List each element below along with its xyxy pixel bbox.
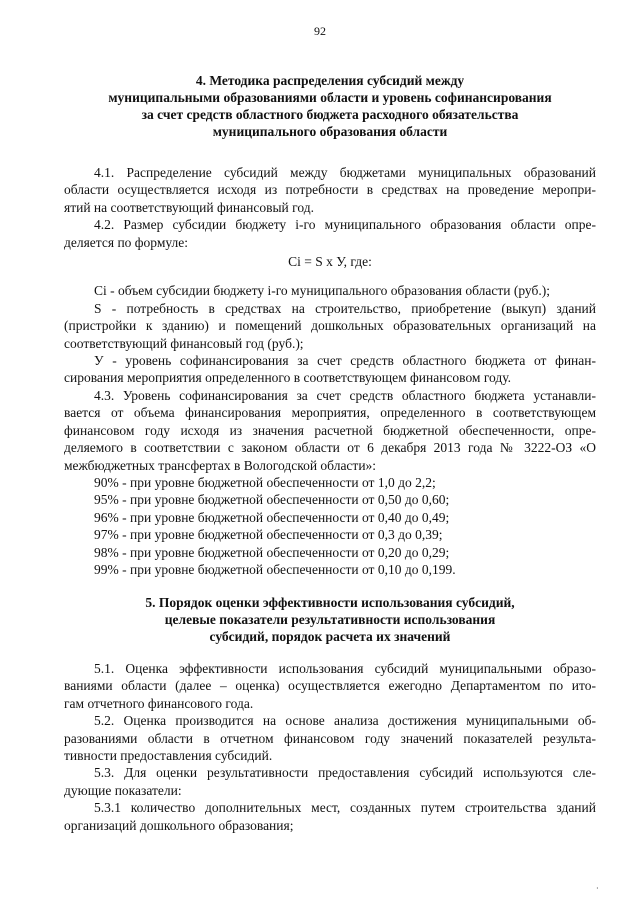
text-line: вается от объема финансирования мероприятия, определенного в соответствующем	[64, 405, 596, 421]
text-line: сирования мероприятия определенного в соответствующем финансовом году.	[64, 370, 512, 386]
section-5-heading	[40, 594, 620, 645]
text-line: 5.3. Для оценки результативности предоставления субсидий используются сле-	[94, 765, 596, 781]
text-line: 4.2. Размер субсидии бюджету i-го муниципального образования области опре-	[94, 217, 596, 233]
heading-line: субсидий, порядок расчета их значений	[209, 629, 451, 644]
text-line: финансовом году исходя из значения расчетной бюджетной обеспеченности, опре-	[64, 422, 596, 438]
section-4-body	[64, 164, 596, 578]
level-item: 97% - при уровне бюджетной обеспеченности от 0,3 до 0,39;	[94, 527, 443, 543]
text-line: межбюджетных трансфертах в Вологодской области»:	[64, 457, 377, 473]
section-4-heading	[40, 72, 620, 140]
level-item: 98% - при уровне бюджетной обеспеченности от 0,20 до 0,29;	[94, 544, 450, 560]
heading-line: муниципальными образованиями области и уровень софинансирования	[108, 90, 552, 105]
heading-line: 4. Методика распределения субсидий между	[195, 73, 465, 88]
paragraph-4-2	[64, 216, 596, 251]
paragraph-5-3	[64, 764, 596, 799]
definition-s	[64, 300, 596, 352]
text-line: 5.1. Оценка эффективности использования субсидий муниципальными образо-	[94, 661, 596, 676]
heading-line: муниципального образования области	[212, 124, 448, 139]
text-line: ваниями области (далее – оценка) осуществляется ежегодно Департаментом по ито-	[64, 678, 596, 694]
definition-u	[64, 352, 596, 387]
formula: Ci = S х У, где:	[288, 254, 372, 270]
text-line: области осуществляется исходя из потребности в средствах на проведение меропри-	[64, 182, 596, 198]
text-line: гам отчетного финансового года.	[64, 695, 254, 711]
text-line: 4.3. Уровень софинансирования за счет средств областного бюджета устанавли-	[94, 387, 596, 403]
paragraph-5-2	[64, 712, 596, 764]
text-line: S - потребность в средствах на строительство, приобретение (выкуп) зданий	[94, 300, 596, 316]
text-line: ятий на соответствующий финансовый год.	[64, 199, 314, 215]
level-item: 99% - при уровне бюджетной обеспеченности от 0,10 до 0,199.	[94, 561, 456, 577]
heading-line: за счет средств областного бюджета расходного обязательства	[141, 107, 519, 122]
paragraph-4-3	[64, 387, 596, 474]
text-line: тивности предоставления субсидий.	[64, 748, 273, 764]
level-item: 95% - при уровне бюджетной обеспеченности от 0,50 до 0,60;	[94, 492, 450, 508]
text-line: 4.1. Распределение субсидий между бюджетами муниципальных образований	[94, 165, 596, 180]
text-line: деляемого в соответствии с законом области от 6 декабря 2013 года № 3222-ОЗ «О	[64, 440, 596, 456]
level-item: 96% - при уровне бюджетной обеспеченности от 0,40 до 0,49;	[94, 509, 450, 525]
text-line: 5.2. Оценка производится на основе анализа достижения муниципальными об-	[94, 713, 596, 729]
paragraph-5-3-1	[64, 799, 596, 834]
text-line: (пристройки к зданию) и помещений дошкольных образовательных организаций на	[64, 318, 596, 334]
heading-line: 5. Порядок оценки эффективности использования субсидий,	[145, 595, 515, 610]
margin-mark: ·	[596, 884, 599, 893]
paragraph-4-1	[64, 164, 596, 216]
text-line: организаций дошкольного образования;	[64, 817, 294, 833]
text-line: деляется по формуле:	[64, 234, 189, 250]
level-item: 90% - при уровне бюджетной обеспеченности от 1,0 до 2,2;	[94, 474, 436, 490]
section-5-body	[64, 660, 596, 834]
definition-ci: Ci - объем субсидии бюджету i-го муниципального образования области (руб.);	[94, 283, 550, 299]
page-number: 92	[314, 24, 326, 38]
text-line: разованиями области в отчетном финансовом году значений показателей результа-	[64, 730, 596, 746]
text-line: 5.3.1 количество дополнительных мест, созданных путем строительства зданий	[94, 800, 596, 816]
text-line: У - уровень софинансирования за счет средств областного бюджета от финан-	[94, 353, 596, 369]
paragraph-5-1	[64, 660, 596, 712]
text-line: дующие показатели:	[64, 782, 182, 798]
text-line: соответствующий финансовый год (руб.);	[64, 335, 304, 351]
heading-line: целевые показатели результативности использования	[164, 612, 496, 627]
